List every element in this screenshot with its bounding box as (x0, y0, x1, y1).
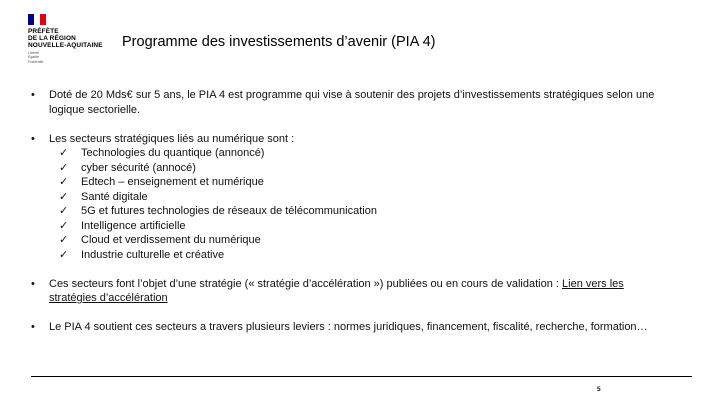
check-icon: ✓ (59, 219, 69, 232)
sector-checklist (49, 146, 671, 262)
bullet-dot: • (31, 132, 35, 145)
prefecture-logo (28, 14, 118, 70)
check-icon: ✓ (59, 234, 69, 246)
logo-line: NOUVELLE-AQUITAINE (28, 42, 103, 49)
bullet-item (31, 88, 671, 117)
bullet-text: Doté de 20 Mds€ sur 5 ans, le PIA 4 est programme qui vise à soutenir des projets d’investissements stratégiques selon une logique sectorielle. (49, 89, 655, 116)
checklist-item: ✓ Intelligence artificielle (49, 219, 671, 234)
checklist-item: ✓ Edtech – enseignement et numérique (49, 175, 671, 190)
checklist-item: ✓ Technologies du quantique (annoncé) (49, 146, 671, 161)
bullet-dot: • (31, 321, 35, 333)
bullet-dot: • (31, 89, 35, 101)
check-icon: ✓ (59, 190, 69, 203)
footer-divider (31, 376, 692, 377)
checklist-item: ✓ cyber sécurité (annocé) (49, 161, 671, 176)
page-title: Programme des investissements d’avenir (PIA 4) (122, 34, 436, 50)
bullet-text: Les secteurs stratégiques liés au numérique sont : (49, 132, 295, 145)
bullet-text: Ces secteurs font l’objet d’une stratégie (« stratégie d’accélération ») publiées ou en cours de validation : Lien vers les stratégies d’accélération (49, 277, 624, 304)
bullet-item (31, 320, 671, 335)
french-flag-icon (28, 14, 46, 25)
strategy-link[interactable]: Lien vers les stratégies d’accélération (49, 277, 624, 304)
bullet-list (31, 88, 671, 335)
bullet-dot: • (31, 277, 35, 290)
check-icon: ✓ (59, 176, 69, 188)
check-icon: ✓ (59, 205, 69, 217)
page-number: 5 (597, 386, 601, 393)
checklist-item: ✓ Cloud et verdissement du numérique (49, 233, 671, 248)
checklist-item: ✓ Industrie culturelle et créative (49, 248, 671, 263)
bullet-item (31, 277, 671, 306)
check-icon: ✓ (59, 161, 69, 174)
checklist-item: ✓ Santé digitale (49, 190, 671, 205)
check-icon: ✓ (59, 248, 69, 261)
bullet-item (31, 132, 671, 263)
logo-line: DE LA RÉGION (28, 35, 76, 42)
logo-line: PRÉFÈTE (28, 28, 59, 35)
bullet-text: Le PIA 4 soutient ces secteurs a travers plusieurs leviers : normes juridiques, financement, fiscalité, recherche, formation… (49, 321, 648, 333)
checklist-item: ✓ 5G et futures technologies de réseaux de télécommunication (49, 204, 671, 219)
check-icon: ✓ (59, 147, 69, 159)
republic-motto: Liberté Égalité Fraternité (28, 51, 44, 64)
